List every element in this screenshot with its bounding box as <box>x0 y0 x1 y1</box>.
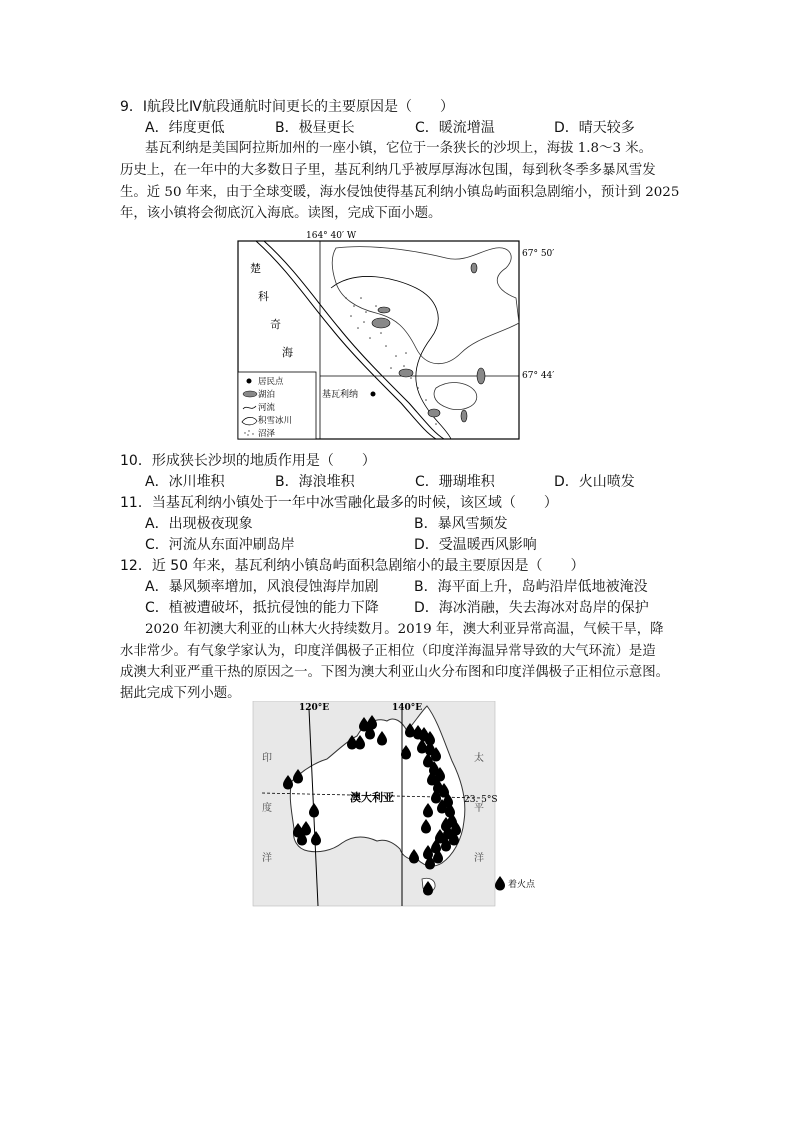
label-tropic: 23. 5°S <box>464 795 498 805</box>
indian-ocean-char: 印 <box>262 753 272 764</box>
q9-option-a[interactable]: A．纬度更低 <box>145 120 225 136</box>
q9-option-c[interactable]: C．暖流增温 <box>415 120 495 136</box>
passage1-line-2: 历史上，在一年中的大多数日子里，基瓦利纳几乎被厚厚海冰包围，每到秋冬季多暴风雪发 <box>120 163 656 178</box>
label-140e: 140°E <box>392 703 423 713</box>
q9-option-b[interactable]: B．极昼更长 <box>275 120 355 136</box>
passage1-line-3: 生。近 50 年来，由于全球变暖，海水侵蚀使得基瓦利纳小镇岛屿面积急剧缩小，预计到 2025 <box>120 185 680 200</box>
q11-stem: 11．当基瓦利纳小镇处于一年中冰雪融化最多的时候，该区域（ ） <box>120 495 558 511</box>
pacific-ocean-char: 太 <box>474 753 484 764</box>
q12-stem: 12．近 50 年来，基瓦利纳小镇岛屿面积急剧缩小的最主要原因是（ ） <box>120 558 585 574</box>
legend-fire-icon <box>495 876 505 891</box>
map1-town-dot <box>371 392 376 397</box>
map1-town-label: 基瓦利纳 <box>322 390 359 400</box>
map1-sea-char: 楚 <box>250 262 261 275</box>
label-120e: 120°E <box>299 703 330 713</box>
pacific-ocean-char: 平 <box>474 803 484 814</box>
q12-option-c[interactable]: C．植被遭破坏，抵抗侵蚀的能力下降 <box>145 600 379 616</box>
legend-lake: 湖泊 <box>258 390 276 400</box>
q11-option-b[interactable]: B．暴风雪频发 <box>414 516 508 532</box>
q11-option-c[interactable]: C．河流从东面冲刷岛岸 <box>145 537 295 553</box>
map1-lake <box>477 368 485 384</box>
legend-lake-icon <box>243 391 257 397</box>
legend-snow: 积雪冰川 <box>258 416 293 426</box>
passage2-line-2: 水非常少。有气象学家认为，印度洋偶极子正相位（印度洋海温异常导致的大气环流）是造 <box>120 644 656 659</box>
q9-stem: 9．Ⅰ航段比Ⅳ航段通航时间更长的主要原因是（ ） <box>120 99 454 115</box>
map1-lake <box>428 409 440 417</box>
q10-stem: 10．形成狭长沙坝的地质作用是（ ） <box>120 453 376 469</box>
kivalina-map <box>236 228 556 442</box>
map1-lake <box>378 307 390 313</box>
map1-lake <box>372 318 390 328</box>
passage2-line-1: 2020 年初澳大利亚的山林大火持续数月。2019 年，澳大利亚异常高温，气候干旱，降 <box>145 622 664 637</box>
map1-lake <box>399 369 413 377</box>
passage1-line-1: 基瓦利纳是美国阿拉斯加州的一座小镇，它位于一条狭长的沙坝上，海拔 1.8～3 米。 <box>145 141 652 156</box>
label-australia: 澳大利亚 <box>350 791 394 804</box>
q12-option-a[interactable]: A．暴风频率增加，风浪侵蚀海岸加剧 <box>145 579 379 595</box>
indian-ocean-char: 洋 <box>262 853 272 864</box>
legend-marsh: 沼泽 <box>258 429 276 439</box>
australia-fire-map <box>252 701 552 907</box>
map1-sea-char: 奇 <box>270 318 281 331</box>
map1-lat-bottom: 67° 44′ <box>522 371 555 381</box>
passage2-line-3: 成澳大利亚严重干热的原因之一。下图为澳大利亚山火分布图和印度洋偶极子正相位示意图。 <box>120 665 670 680</box>
pacific-ocean-char: 洋 <box>474 853 484 864</box>
legend-settlement: 居民点 <box>258 377 284 387</box>
q10-option-b[interactable]: B．海浪堆积 <box>275 474 355 490</box>
q10-option-c[interactable]: C．珊瑚堆积 <box>415 474 495 490</box>
passage1-line-4: 年，该小镇将会彻底沉入海底。读图，完成下面小题。 <box>120 206 442 221</box>
q10-option-d[interactable]: D．火山喷发 <box>554 474 635 490</box>
legend-river: 河流 <box>258 403 276 413</box>
q11-option-a[interactable]: A．出现极夜现象 <box>145 516 253 532</box>
map1-lake <box>471 263 477 273</box>
q12-option-d[interactable]: D．海冰消融，失去海冰对岛岸的保护 <box>414 600 649 616</box>
legend-fire-label: 着火点 <box>508 880 536 890</box>
indian-ocean-char: 度 <box>262 803 272 814</box>
map1-lake <box>461 410 467 422</box>
map1-sea-char: 海 <box>282 346 293 359</box>
passage2-line-4: 据此完成下列小题。 <box>120 686 241 701</box>
map1-lat-top: 67° 50′ <box>522 249 555 259</box>
map1-sea-char: 科 <box>258 290 269 303</box>
q12-option-b[interactable]: B．海平面上升，岛屿沿岸低地被淹没 <box>414 579 648 595</box>
legend-settlement-icon <box>247 379 252 384</box>
q9-option-d[interactable]: D．晴天较多 <box>554 120 635 136</box>
q10-option-a[interactable]: A．冰川堆积 <box>145 474 225 490</box>
q11-option-d[interactable]: D．受温暖西风影响 <box>414 537 537 553</box>
map1-lon-label: 164° 40′ W <box>306 231 357 241</box>
